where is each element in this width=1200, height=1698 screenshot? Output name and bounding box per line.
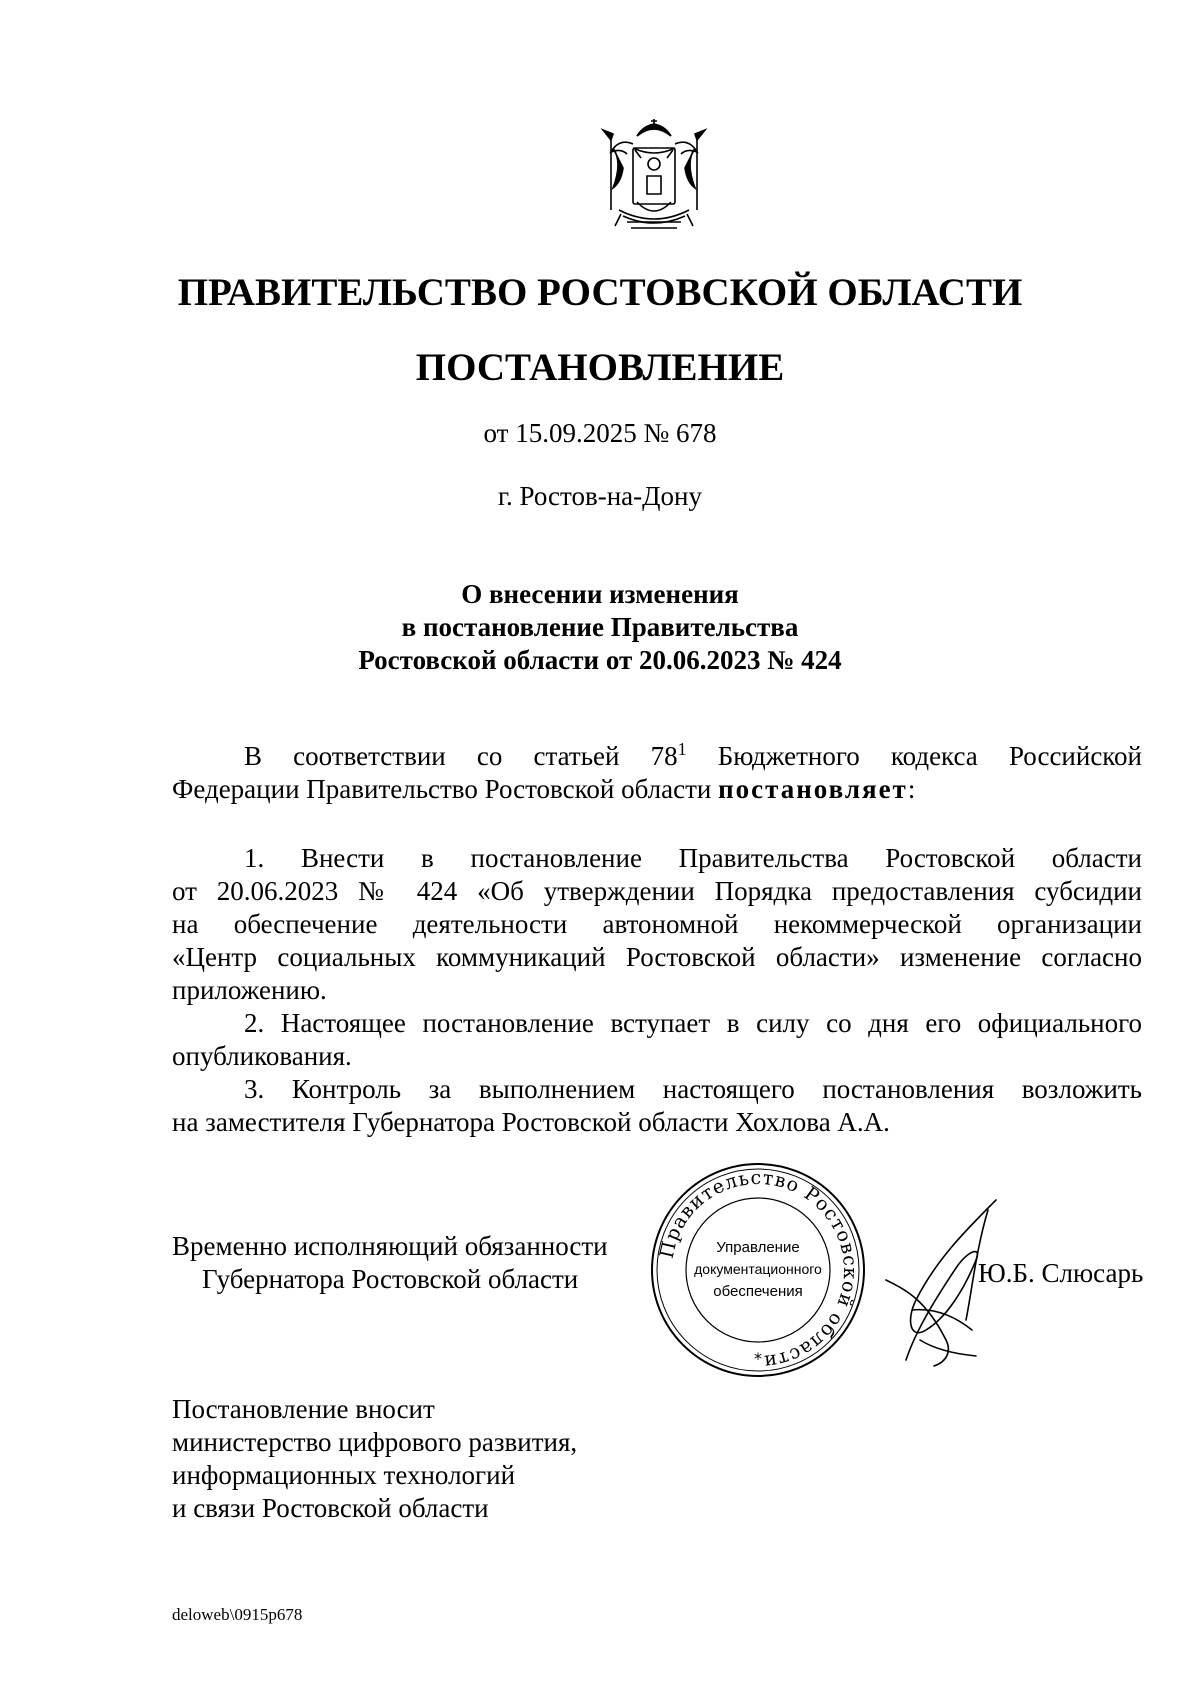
stamp-center-line: обеспечения <box>713 1283 803 1300</box>
introduced-by-line: Постановление вносит <box>172 1394 435 1424</box>
document-type: ПОСТАНОВЛЕНИЕ <box>415 346 785 389</box>
item3-line: на заместителя Губернатора Ростовской области Хохлова А.А. <box>172 1107 890 1137</box>
stamp-ring-text: Правительство Ростовской области <box>655 1166 862 1374</box>
item2-line: опубликования. <box>172 1041 352 1071</box>
introduced-by <box>172 1393 577 1525</box>
official-stamp <box>648 1160 868 1380</box>
coat-of-arms-rostov-region-icon <box>597 118 711 240</box>
subject-line: Ростовской области от 20.06.2023 № 424 <box>358 645 842 675</box>
document-subject <box>0 578 1200 677</box>
introduced-by-line: министерство цифрового развития, <box>172 1427 578 1457</box>
preamble-line: Федерации Правительство Ростовской области постановляет: <box>172 774 916 804</box>
item1-line: приложению. <box>172 975 327 1005</box>
stamp-center-line: документационного <box>694 1261 822 1277</box>
stamp-star: * <box>754 1349 762 1368</box>
introduced-by-line: и связи Ростовской области <box>172 1493 489 1523</box>
item3-line: 3. Контроль за выполнением настоящего постановления возложить <box>244 1074 1142 1104</box>
resolves-word: постановляет <box>718 774 908 804</box>
item1-line: от 20.06.2023 № 424 «Об утверждении Порядка предоставления субсидии <box>172 876 1142 906</box>
signatory-position <box>172 1230 608 1296</box>
stamp-center-line: Управление <box>716 1239 800 1256</box>
date-number: от 15.09.2025 № 678 <box>483 418 717 448</box>
position-line: Губернатора Ростовской области <box>202 1264 579 1294</box>
organization-title: ПРАВИТЕЛЬСТВО РОСТОВСКОЙ ОБЛАСТИ <box>177 271 1023 314</box>
preamble <box>172 740 1142 806</box>
item1-line: 1. Внести в постановление Правительства Ростовской области <box>244 843 1142 873</box>
superscript: 1 <box>677 739 687 759</box>
subject-line: в постановление Правительства <box>401 612 799 642</box>
signer-name: Ю.Б. Слюсарь <box>978 1258 1144 1288</box>
file-reference: deloweb\0915p678 <box>172 1605 303 1624</box>
resolution-items <box>172 842 1142 1139</box>
position-line: Временно исполняющий обязанности <box>172 1231 608 1261</box>
introduced-by-line: информационных технологий <box>172 1460 516 1490</box>
item2-line: 2. Настоящее постановление вступает в силу со дня его официального <box>244 1008 1142 1038</box>
item1-line: «Центр социальных коммуникаций Ростовской области» изменение согласно <box>172 942 1142 972</box>
city: г. Ростов-на-Дону <box>497 481 702 511</box>
subject-line: О внесении изменения <box>461 579 739 609</box>
item1-line: на обеспечение деятельности автономной некоммерческой организации <box>172 909 1142 939</box>
preamble-line: В соответствии со статьей $78^1$ Бюджетного кодекса Российской <box>244 739 1143 771</box>
